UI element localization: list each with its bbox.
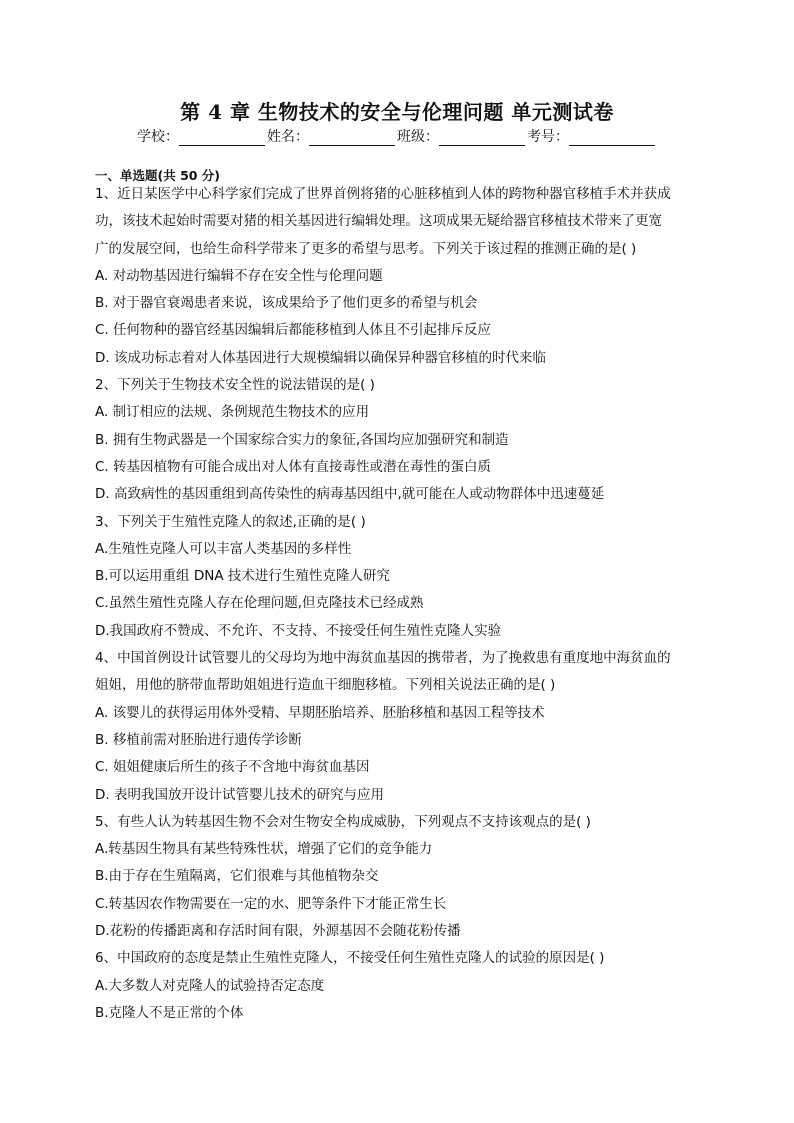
option-line: D.花粉的传播距离和存活时间有限，外源基因不会随花粉传播 bbox=[95, 923, 461, 940]
option-line: C.虽然生殖性克隆人存在伦理问题,但克隆技术已经成熟 bbox=[95, 595, 424, 612]
class-label: 班级： bbox=[397, 129, 439, 145]
text-line: 姐姐，用他的脐带血帮助姐姐进行造血干细胞移植。下列相关说法正确的是( ) bbox=[95, 677, 556, 694]
option-line: B. 拥有生物武器是一个国家综合实力的象征,各国均应加强研究和制造 bbox=[95, 431, 509, 448]
option-line: D. 高致病性的基因重组到高传染性的病毒基因组中,就可能在人或动物群体中迅速蔓延 bbox=[95, 486, 605, 503]
text-line: 3、下列关于生殖性克隆人的叙述,正确的是( ) bbox=[95, 513, 366, 530]
section-heading: 一、单选题(共 50 分) bbox=[95, 168, 221, 183]
student-info-row bbox=[0, 126, 794, 146]
class-blank bbox=[439, 131, 525, 146]
school-label: 学校： bbox=[137, 129, 179, 145]
text-line: 6、中国政府的态度是禁止生殖性克隆人，不接受任何生殖性克隆人的试验的原因是( ) bbox=[95, 950, 605, 967]
option-line: D. 该成功标志着对人体基因进行大规模编辑以确保异种器官移植的时代来临 bbox=[95, 349, 546, 366]
option-line: A. 该婴儿的获得运用体外受精、早期胚胎培养、胚胎移植和基因工程等技术 bbox=[95, 704, 545, 721]
name-label: 姓名： bbox=[267, 129, 309, 145]
exam-number-label: 考号： bbox=[527, 129, 569, 145]
option-line: B.克隆人不是正常的个体 bbox=[95, 1004, 244, 1021]
option-line: D.我国政府不赞成、不允许、不支持、不接受任何生殖性克隆人实验 bbox=[95, 622, 502, 639]
option-line: C.转基因农作物需要在一定的水、肥等条件下才能正常生长 bbox=[95, 895, 447, 912]
text-line: 4、中国首例设计试管婴儿的父母均为地中海贫血基因的携带者，为了挽救患有重度地中海贫血的 bbox=[95, 650, 671, 667]
option-line: A.生殖性克隆人可以丰富人类基因的多样性 bbox=[95, 540, 352, 557]
text-line: 广的发展空间，也给生命科学带来了更多的希望与思考。下列关于该过程的推测正确的是( ) bbox=[95, 240, 637, 257]
option-line: D. 表明我国放开设计试管婴儿技术的研究与应用 bbox=[95, 786, 384, 803]
text-line: 2、下列关于生物技术安全性的说法错误的是( ) bbox=[95, 377, 375, 394]
option-line: B. 移植前需对胚胎进行遗传学诊断 bbox=[95, 731, 302, 748]
option-line: A.转基因生物具有某些特殊性状，增强了它们的竞争能力 bbox=[95, 841, 433, 858]
option-line: A. 对动物基因进行编辑不存在安全性与伦理问题 bbox=[95, 267, 383, 284]
option-line: B.由于存在生殖隔离，它们很难与其他植物杂交 bbox=[95, 868, 379, 885]
text-line: 5、有些人认为转基因生物不会对生物安全构成威胁，下列观点不支持该观点的是( ) bbox=[95, 813, 591, 830]
option-line: A.大多数人对克隆人的试验持否定态度 bbox=[95, 977, 325, 994]
option-line: C. 任何物种的器官经基因编辑后都能移植到人体且不引起排斥反应 bbox=[95, 322, 492, 339]
option-line: B. 对于器官衰竭患者来说，该成果给予了他们更多的希望与机会 bbox=[95, 295, 478, 312]
option-line: A. 制订相应的法规、条例规范生物技术的应用 bbox=[95, 404, 370, 421]
text-line: 功，该技术起始时需要对猪的相关基因进行编辑处理。这项成果无疑给器官移植技术带来了更宽 bbox=[95, 213, 662, 230]
option-line: C. 姐姐健康后所生的孩子不含地中海贫血基因 bbox=[95, 759, 370, 776]
text-line: 1、近日某医学中心科学家们完成了世界首例将猪的心脏移植到人体的跨物种器官移植手术并获成 bbox=[95, 186, 671, 202]
option-line: C. 转基因植物有可能合成出对人体有直接毒性或潜在毒性的蛋白质 bbox=[95, 458, 492, 475]
exam-title: 第 4 章 生物技术的安全与伦理问题 单元测试卷 bbox=[180, 100, 614, 124]
name-blank bbox=[309, 131, 395, 146]
question-body bbox=[95, 181, 705, 1027]
option-line: B.可以运用重组 DNA 技术进行生殖性克隆人研究 bbox=[95, 568, 390, 585]
exam-number-blank bbox=[569, 131, 655, 146]
school-blank bbox=[179, 131, 265, 146]
